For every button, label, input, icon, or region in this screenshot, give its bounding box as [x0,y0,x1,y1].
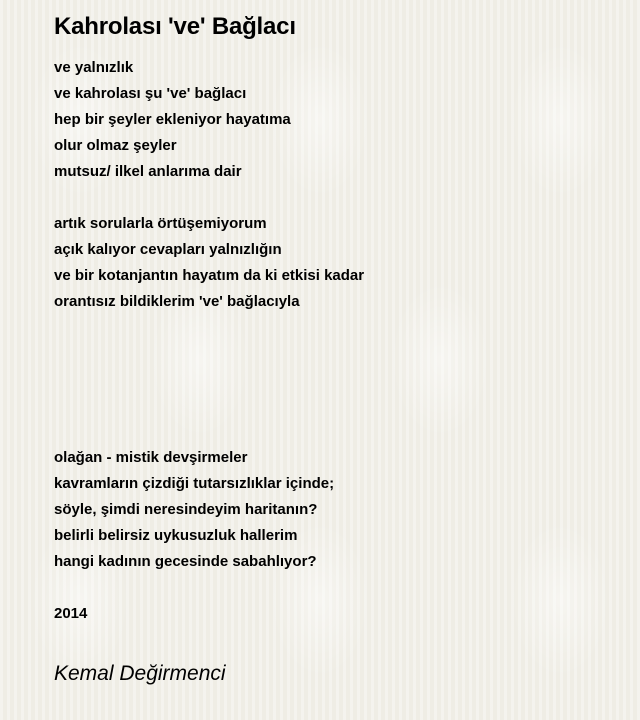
poem-line: orantısız bildiklerim 've' bağlacıyla [54,293,300,310]
poem-line: mutsuz/ ilkel anlarıma dair [54,163,242,180]
poem-year: 2014 [54,605,88,622]
poem-line: olağan - mistik devşirmeler [54,449,248,466]
poem-body [54,55,614,627]
poem-line: artık sorularla örtüşemiyorum [54,215,267,232]
stanza-3 [54,445,614,575]
author-name[interactable]: Kemal Değirmenci [54,662,226,685]
poem-line: hangi kadının gecesinde sabahlıyor? [54,553,317,570]
poem-line: söyle, şimdi neresindeyim haritanın? [54,501,318,518]
poem-line: belirli belirsiz uykusuzluk hallerim [54,527,298,544]
poem-page [54,12,614,688]
stanza-2 [54,211,614,315]
poem-line: ve yalnızlık [54,59,134,76]
poem-line: ve bir kotanjantın hayatım da ki etkisi kadar [54,267,365,284]
poem-title: Kahrolası 've' Bağlacı [54,13,296,40]
poem-line: kavramların çizdiği tutarsızlıklar içinde; [54,475,335,492]
poem-line: ve kahrolası şu 've' bağlacı [54,85,247,102]
poem-line: açık kalıyor cevapları yalnızlığın [54,241,282,258]
poem-line: hep bir şeyler ekleniyor hayatıma [54,111,291,128]
stanza-1 [54,55,614,185]
poem-line: olur olmaz şeyler [54,137,177,154]
